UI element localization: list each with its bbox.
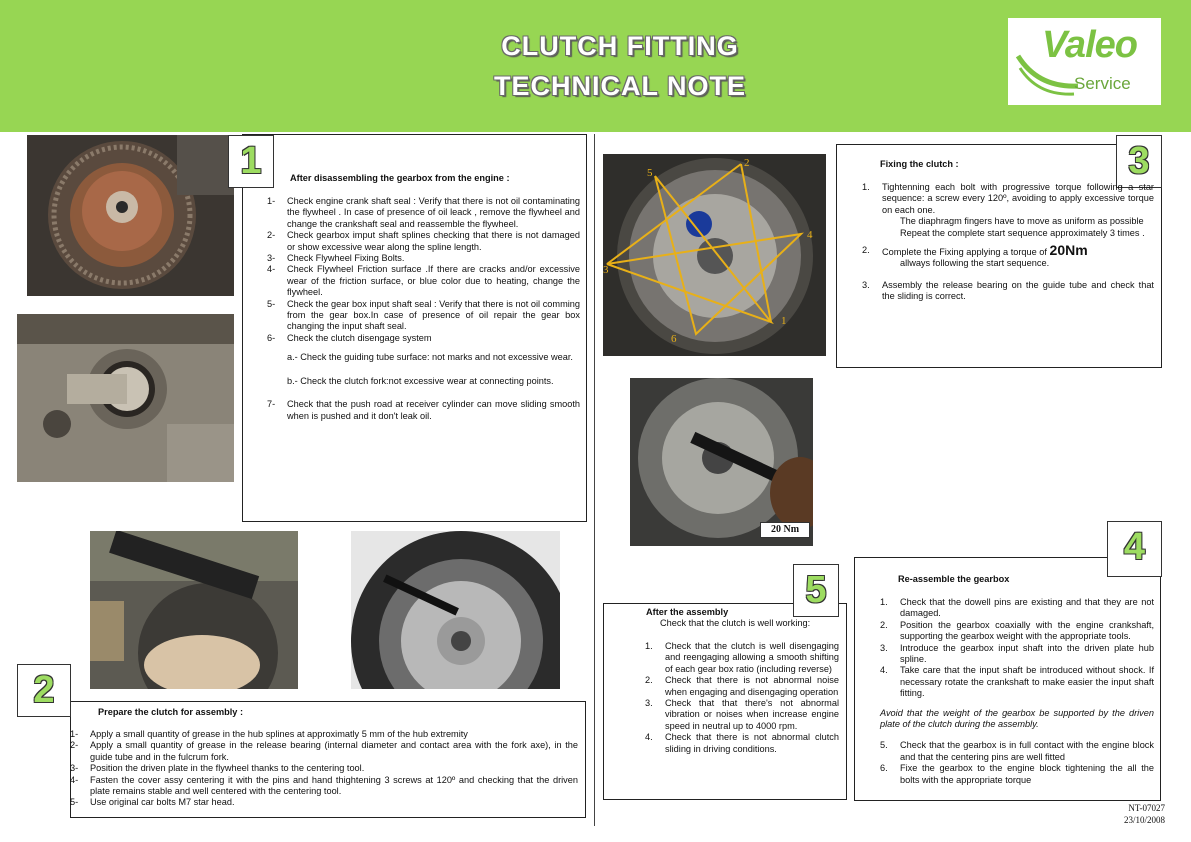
- list-item: 1. Check that the clutch is well disengaging and reengaging allowing a smooth shifting of each gear box ratio (including reverse): [645, 641, 839, 674]
- section2-number: 2: [17, 664, 71, 717]
- torque-value: 20Nm: [1049, 242, 1088, 259]
- list-item: 1. Tightenning each bolt with progressive torque following a star sequence: a screw every 120º, avoiding to apply excessive torque on each one. The diaphragm fingers have to move as uniform as possible Repeat the complete start sequence approximately 3 times .: [862, 182, 1154, 238]
- column-divider: [594, 134, 595, 826]
- photo-driven-plate: [351, 531, 560, 689]
- section3-number: 3: [1116, 135, 1162, 188]
- star-label-5: 5: [647, 167, 653, 179]
- section3-heading: Fixing the clutch :: [880, 159, 959, 169]
- section4-number: 4: [1107, 521, 1162, 577]
- photo-torque-wrench: [630, 378, 813, 546]
- title-line-2: TECHNICAL NOTE: [493, 71, 746, 101]
- photo-input-shaft-seal: [17, 314, 234, 482]
- title-line-1: CLUTCH FITTING: [501, 31, 739, 61]
- section1-sub-a: a.- Check the guiding tube surface: not marks and not excessive wear.: [287, 352, 573, 363]
- list-item: 4. Take care that the input shaft be introduced without shock. If necessary rotate the crankshaft to make easier the input shaft fitting.: [880, 665, 1154, 699]
- list-item: 3- Position the driven plate in the flywheel thanks to the centering tool.: [70, 763, 365, 774]
- photo-star-sequence: [603, 154, 826, 356]
- section4-heading: Re-assemble the gearbox: [898, 574, 1010, 584]
- brand-sub: Service: [1074, 74, 1131, 93]
- star-label-1: 1: [781, 315, 787, 327]
- star-label-3: 3: [603, 264, 609, 276]
- section2-body: [70, 729, 578, 809]
- section5-number: 5: [793, 564, 839, 617]
- section1-body: [267, 196, 580, 422]
- photo-greasing-brush: [90, 531, 298, 689]
- list-item: 3. Check that that there's not abnormal vibration or noises when increase engine speed in neutral up to 4000 rpm.: [645, 698, 839, 731]
- list-item: 2- Check gearbox imput shaft splines checking that there is not damaged or show excessive wear along the spline length.: [267, 230, 580, 252]
- section5-intro: Check that the clutch is well working:: [660, 618, 811, 628]
- list-item: 1- Check engine crank shaft seal : Verify that there is not oil contaminating the flywheel . In case of presence of oil leack , remove the flywheel and change the crankshaft seal and reassemble the flywheel.: [267, 196, 580, 229]
- star-label-4: 4: [807, 229, 813, 241]
- list-item: 4- Check Flywheel Friction surface .If there are cracks and/or excessive wear of the friction surface, or blue color due to heating, change the flywheel.: [267, 264, 580, 298]
- list-item: 2- Apply a small quantity of grease in the release bearing (internal diameter and contact area with the fork axe), in the guide tube and in the fulcrum fork.: [70, 740, 578, 762]
- section3-body: [862, 182, 1154, 303]
- list-item: 4- Fasten the cover assy centering it with the pins and hand thightening 3 screws at 120º and checking that the driven plate remains stable and well centered with the centering tool.: [70, 774, 578, 797]
- list-item: 7- Check that the push road at receiver cylinder can move sliding smooth when is pushed and it don't leak oil.: [267, 399, 580, 421]
- list-item: 3- Check Flywheel Fixing Bolts.: [267, 253, 405, 264]
- section4-body: [880, 597, 1154, 786]
- brand-name: Valeo: [1042, 24, 1137, 66]
- list-item: 3. Assembly the release bearing on the guide tube and check that the sliding is correct.: [862, 279, 1154, 302]
- list-item: 3. Introduce the gearbox input shaft into the driven plate hub spline.: [880, 642, 1154, 665]
- list-item: 1. Check that the dowell pins are existing and that they are not damaged.: [880, 597, 1154, 619]
- photo-flywheel: [27, 135, 234, 296]
- list-item: 2. Check that there is not abnormal noise when engaging and disengaging operation: [645, 675, 839, 697]
- list-item: 5- Use original car bolts M7 star head.: [70, 797, 235, 808]
- list-item: 6- Check the clutch disengage system: [267, 332, 432, 343]
- torque-photo-label: 20 Nm: [760, 522, 810, 538]
- footer-ref: NT-07027: [1128, 803, 1165, 813]
- section5-body: [645, 641, 839, 755]
- star-label-6: 6: [671, 333, 677, 345]
- section1-number: 1: [228, 135, 274, 188]
- footer-date: 23/10/2008: [1123, 815, 1165, 825]
- section4-warning: Avoid that the weight of the gearbox be supported by the driven plate of the clutch during the assembly.: [880, 707, 1154, 730]
- section2-heading: Prepare the clutch for assembly :: [98, 707, 244, 717]
- list-item: 2. Complete the Fixing applying a torque of 20Nm allways following the start sequence.: [862, 242, 1088, 269]
- section5-heading: After the assembly: [646, 607, 729, 617]
- list-item: 4. Check that there is not abnormal clutch sliding in driving conditions.: [645, 732, 839, 754]
- list-item: 5. Check that the gearbox is in full contact with the engine block and that the centering pins are well fitted: [880, 740, 1154, 762]
- list-item: 1- Apply a small quantity of grease in the hub splines at approximatly 5 mm of the hub extremity: [70, 729, 468, 739]
- section1-sub-b: b.- Check the clutch fork:not excessive wear at connecting points.: [287, 375, 554, 386]
- valeo-logo: [1008, 18, 1161, 105]
- list-item: 2. Position the gearbox coaxially with the engine crankshaft, supporting the gearbox weight with the appropriate tools.: [880, 619, 1154, 642]
- list-item: 5- Check the gear box input shaft seal : Verify that there is not oil comming from the gear box.In case of presence of oil repair the gear box changing the input shaft seal.: [267, 298, 580, 332]
- list-item: 6. Fixe the gearbox to the engine block tightening the all the bolts with the appropriate torque: [880, 763, 1154, 785]
- star-label-2: 2: [744, 157, 750, 169]
- section1-heading: After disassembling the gearbox from the engine :: [290, 173, 510, 183]
